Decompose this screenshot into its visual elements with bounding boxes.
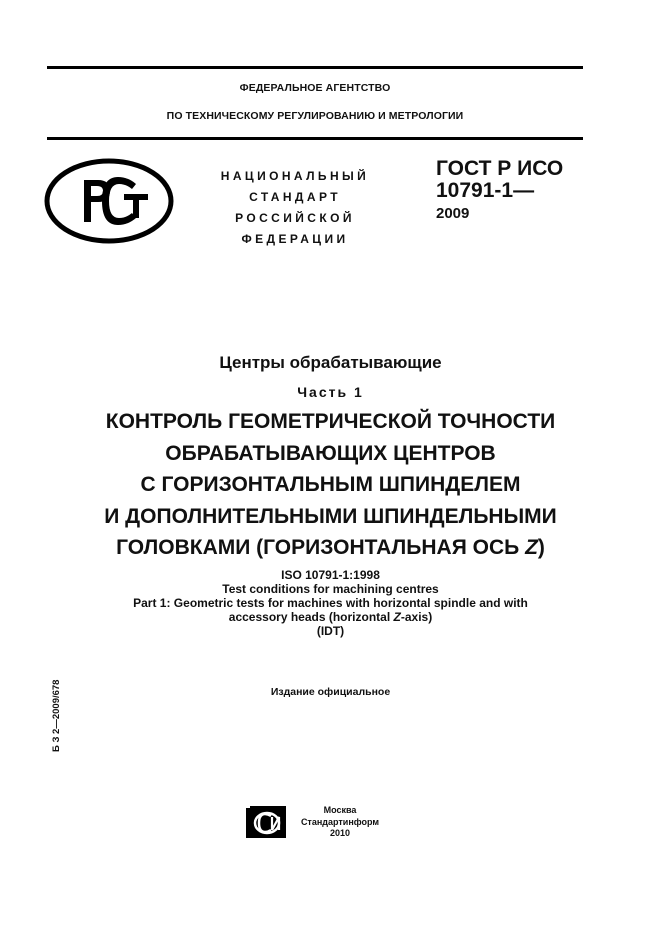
top-rule: [47, 66, 583, 69]
middle-rule: [47, 137, 583, 140]
agency-line-1: ФЕДЕРАЛЬНОЕ АГЕНТСТВО: [239, 82, 391, 94]
standard-type-line-3: РОССИЙСКОЙ: [235, 211, 355, 225]
designation-year: 2009: [436, 205, 470, 222]
main-title-line-5-suffix: ): [537, 536, 545, 559]
designation-line-1: ГОСТ Р ИСО: [436, 157, 564, 180]
edition-label: Издание официальное: [270, 686, 391, 698]
main-title-line-5: [0, 532, 661, 564]
agency-line-2: ПО ТЕХНИЧЕСКОМУ РЕГУЛИРОВАНИЮ И МЕТРОЛОГИИ: [166, 110, 464, 122]
standard-designation: [436, 158, 563, 202]
main-title-axis: Z: [525, 536, 538, 559]
iso-title-line-1: Test conditions for machining centres: [222, 582, 439, 596]
iso-title-line-3-prefix: accessory heads (horizontal: [228, 610, 394, 624]
iso-reference-block: [0, 568, 661, 638]
iso-reference: ISO 10791-1:1998: [281, 568, 380, 582]
publisher-city: Москва: [323, 805, 357, 815]
main-title: [0, 406, 661, 564]
main-title-line-3: С ГОРИЗОНТАЛЬНЫМ ШПИНДЕЛЕМ: [140, 473, 521, 496]
main-title-line-2: ОБРАБАТЫВАЮЩИХ ЦЕНТРОВ: [165, 441, 496, 465]
iso-title-line-3: [0, 610, 661, 624]
publisher-block: [300, 805, 380, 840]
designation-line-2: 10791-1—: [436, 179, 535, 202]
main-title-line-5-prefix: ГОЛОВКАМИ (ГОРИЗОНТАЛЬНАЯ ОСЬ: [116, 536, 526, 559]
standard-type-line-1: НАЦИОНАЛЬНЫЙ: [220, 169, 370, 183]
iso-title-axis: Z: [393, 610, 401, 624]
general-title: Центры обрабатывающие: [219, 353, 442, 372]
side-code: Б З 2—2009/678: [51, 679, 62, 752]
publisher-year: 2010: [329, 828, 351, 838]
iso-degree: (IDT): [316, 624, 345, 638]
part-label: Часть 1: [297, 384, 364, 400]
standard-type-line-2: СТАНДАРТ: [249, 190, 341, 204]
standard-type-line-4: ФЕДЕРАЦИИ: [241, 232, 349, 246]
publisher-name: Стандартинформ: [300, 816, 380, 827]
main-title-line-4: И ДОПОЛНИТЕЛЬНЫМИ ШПИНДЕЛЬНЫМИ: [104, 504, 557, 528]
rst-certification-mark-icon: [44, 158, 174, 244]
iso-title-line-2: Part 1: Geometric tests for machines with horizontal spindle and with: [133, 596, 528, 610]
iso-title-line-3-suffix: -axis): [400, 610, 433, 624]
standard-type-block: [195, 166, 395, 250]
main-title-line-1: КОНТРОЛЬ ГЕОМЕТРИЧЕСКОЙ ТОЧНОСТИ: [105, 410, 556, 433]
standartinform-logo-icon: [246, 806, 286, 838]
